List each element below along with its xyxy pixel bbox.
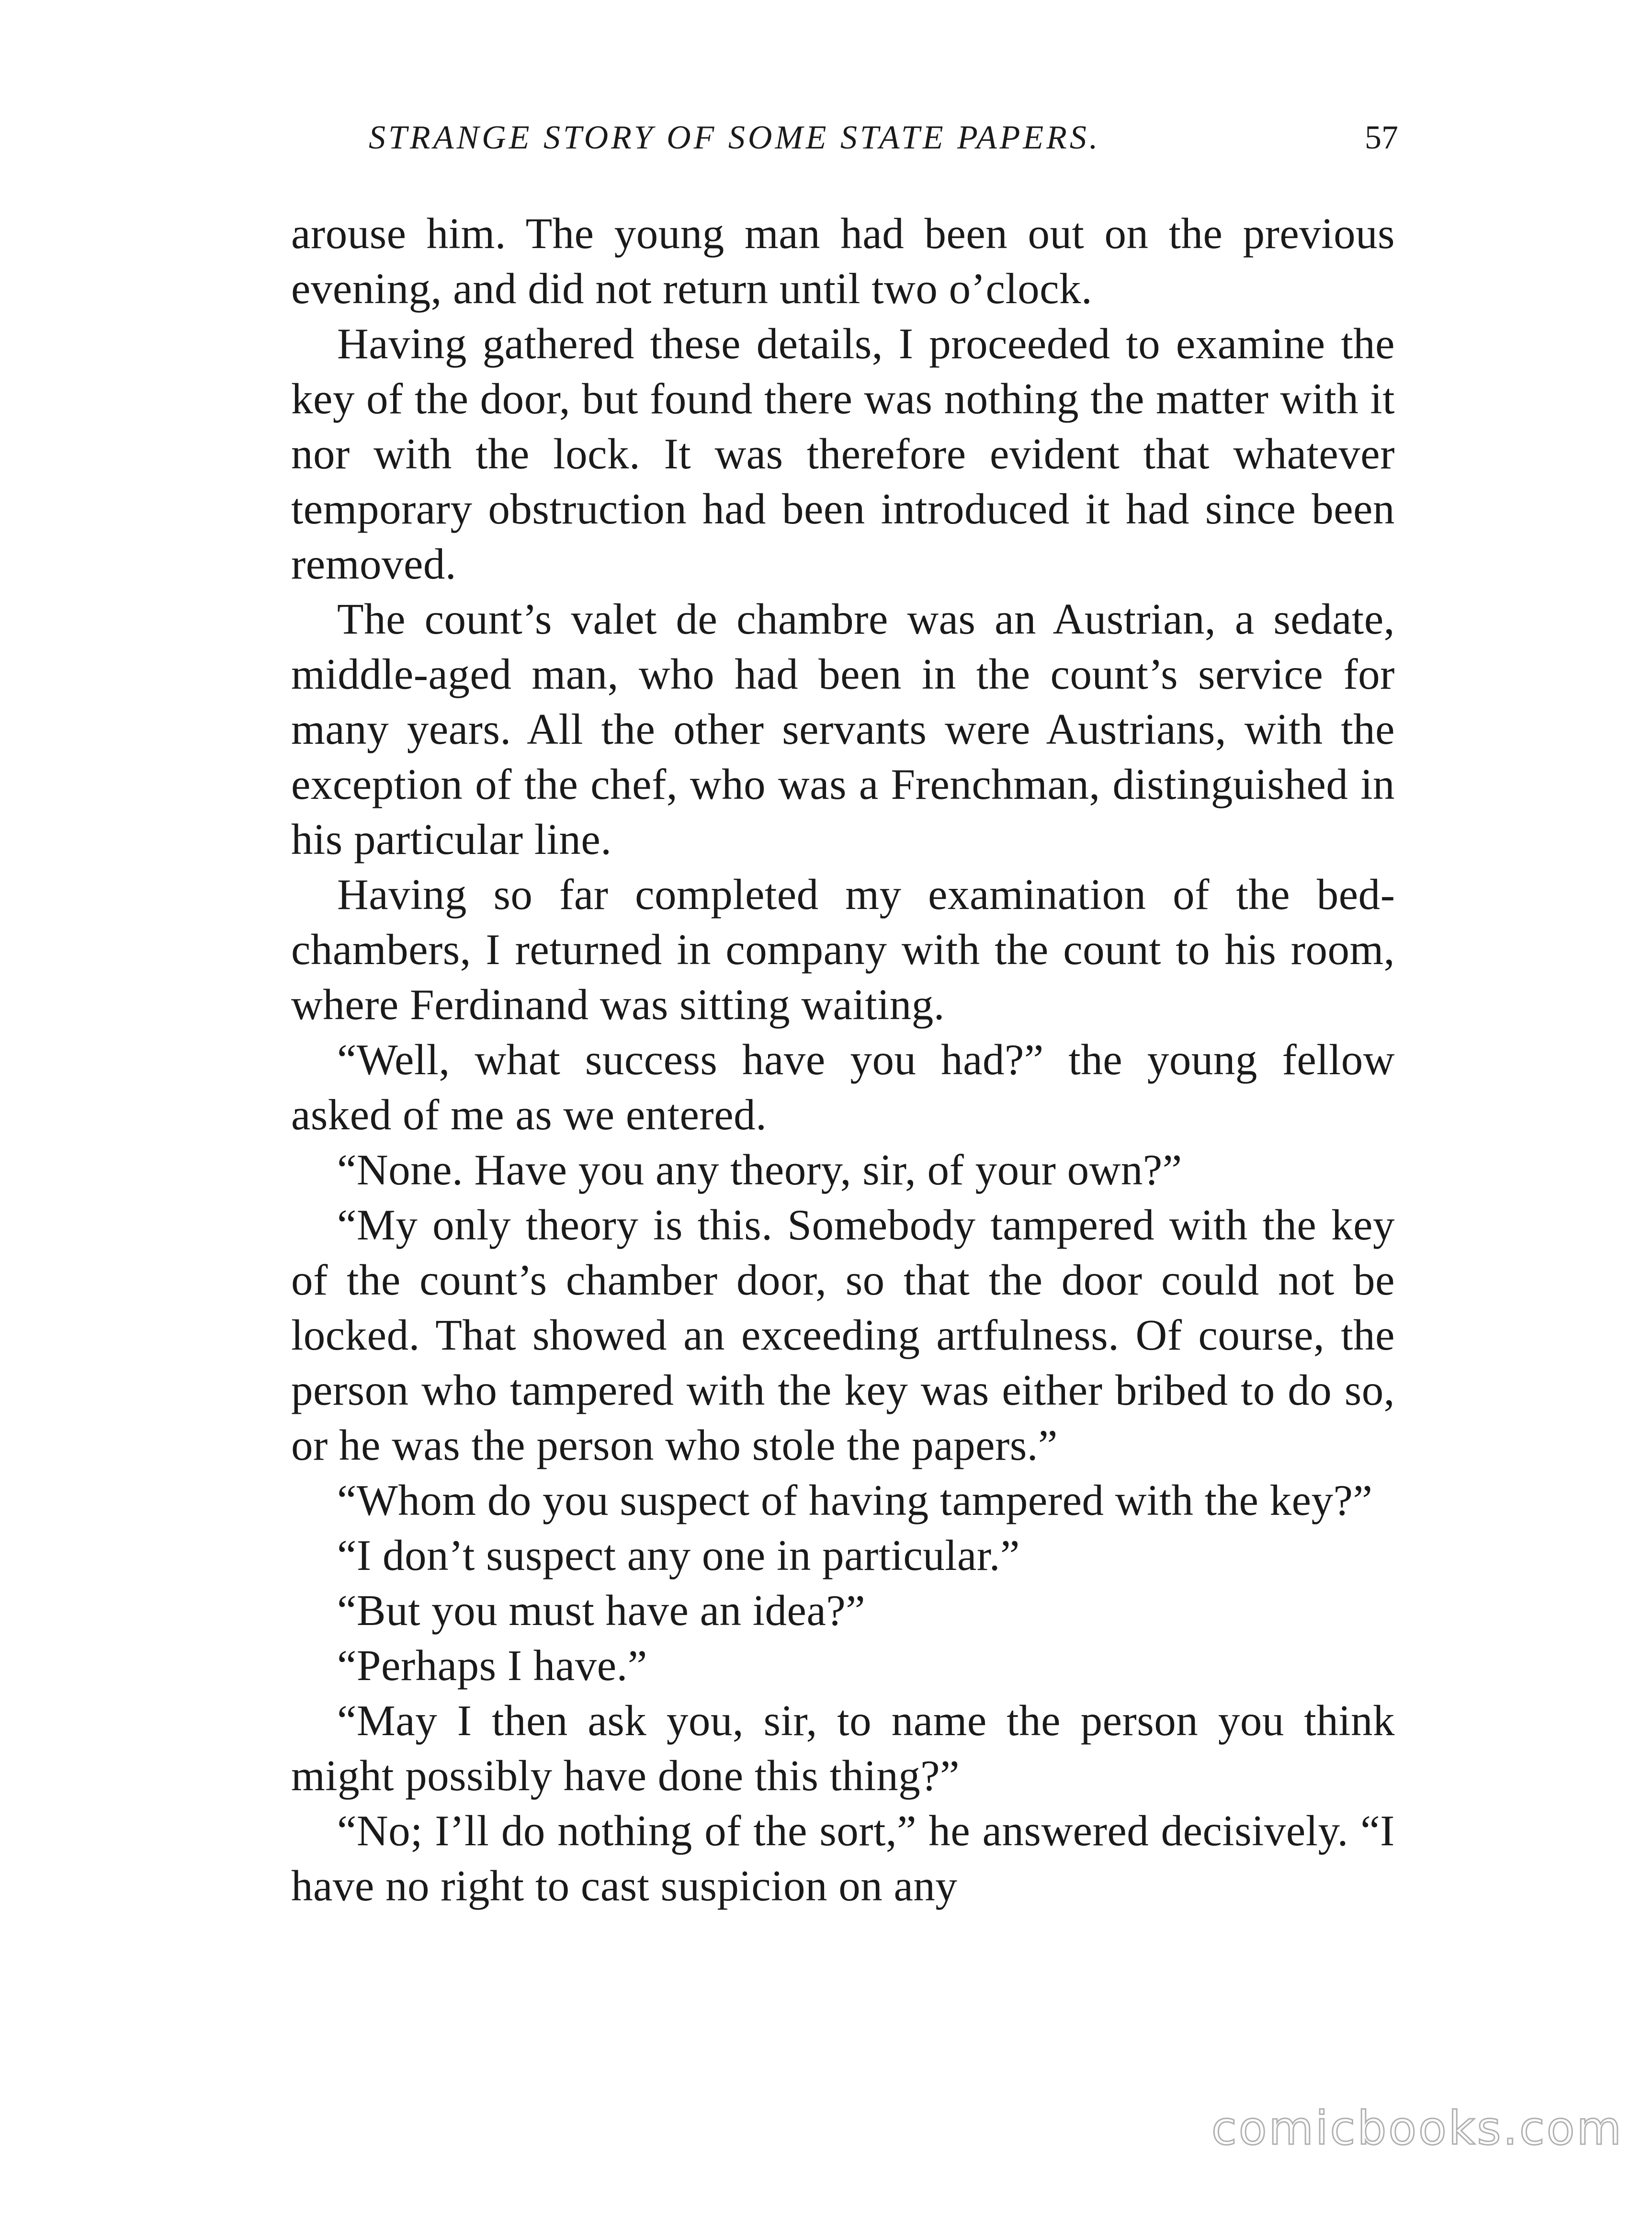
- dialogue-paragraph: “No; I’ll do nothing of the sort,” he answered decisively. “I have no right to cast suspicion on any: [291, 1807, 1395, 1910]
- dialogue-paragraph: “Well, what success have you had?” the young fellow asked of me as we entered.: [291, 1035, 1395, 1139]
- page-number: 57: [1365, 119, 1398, 156]
- running-title: STRANGE STORY OF SOME STATE PAPERS.: [369, 119, 1101, 156]
- watermark: comicbooks.com: [1211, 2102, 1623, 2155]
- running-head: [369, 114, 1398, 162]
- dialogue-paragraph: “Whom do you suspect of having tampered with the key?”: [337, 1476, 1373, 1524]
- paragraph: The count’s valet de chambre was an Austrian, a sedate, middle-aged man, who had been in the count’s service for many years. All the other servants were Austrians, with the exception of the chef, who was a Frenchman, distinguished in his particular line.: [291, 595, 1395, 864]
- dialogue-paragraph: “But you must have an idea?”: [337, 1586, 866, 1635]
- dialogue-paragraph: “Perhaps I have.”: [337, 1641, 647, 1690]
- dialogue-paragraph: “May I then ask you, sir, to name the person you think might possibly have done this thing?”: [291, 1696, 1395, 1800]
- paragraph-continued: arouse him. The young man had been out on the previous evening, and did not return until two o’clock.: [291, 209, 1395, 313]
- paragraph: Having so far completed my examination of the bedchambers, I returned in company with the count to his room, where Ferdinand was sitting waiting.: [291, 870, 1395, 1029]
- dialogue-paragraph: “My only theory is this. Somebody tampered with the key of the count’s chamber door, so that the door could not be locked. That showed an exceeding artfulness. Of course, the person who tampered with the key was either bribed to do so, or he was the person who stole the papers.”: [291, 1201, 1395, 1469]
- body-text: [291, 206, 1395, 1913]
- paragraph: Having gathered these details, I proceeded to examine the key of the door, but found there was nothing the matter with it nor with the lock. It was therefore evident that whatever temporary obstruction had been introduced it had since been removed.: [291, 319, 1395, 588]
- dialogue-paragraph: “None. Have you any theory, sir, of your own?”: [337, 1146, 1182, 1194]
- dialogue-paragraph: “I don’t suspect any one in particular.”: [337, 1531, 1020, 1579]
